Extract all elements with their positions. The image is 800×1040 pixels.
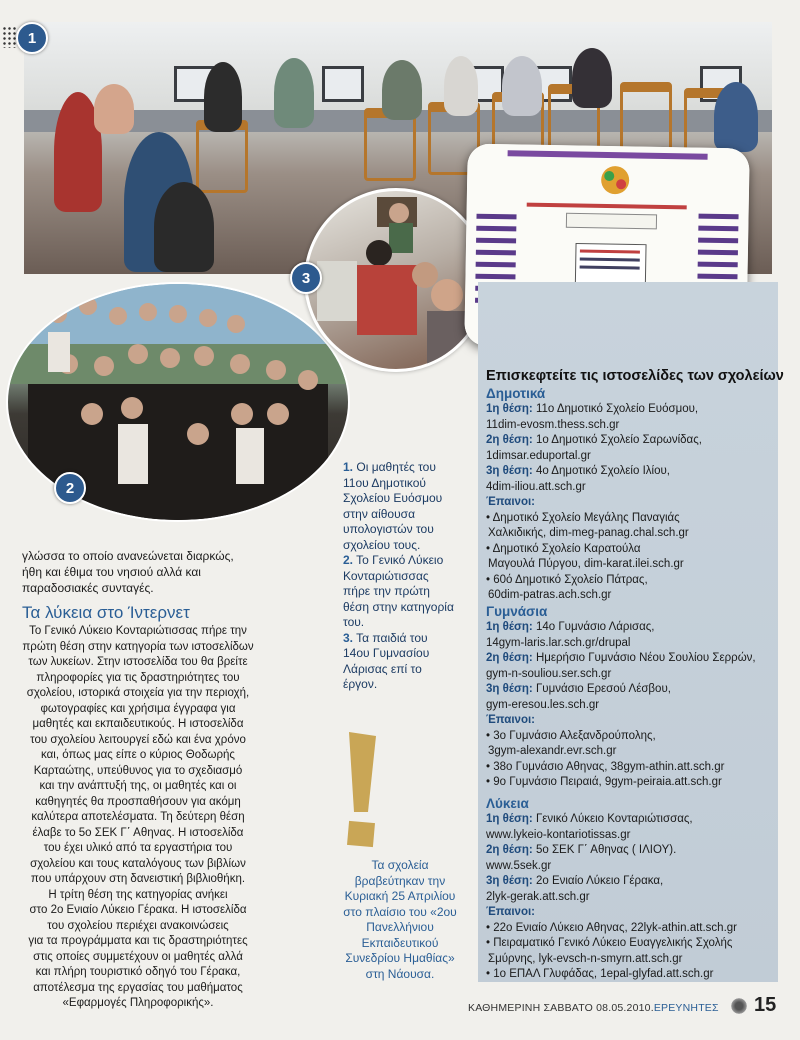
body-line: και πλήρη τουριστικό οδηγό του Γέρακα, — [35, 966, 241, 978]
caption-number: 2. — [343, 553, 354, 567]
school-url[interactable]: 4dim-iliou.att.sch.gr — [486, 480, 586, 493]
school-name: 2ο Ενιαίο Λύκειο Γέρακα, — [535, 875, 664, 887]
school-name: 4ο Δημοτικό Σχολείο Ιλίου, — [535, 465, 670, 477]
place-label: 3η θέση: — [486, 875, 533, 887]
body-line: στο 2ο Ενιαίο Λύκειο Γέρακα. Η ιστοσελίδα — [29, 904, 247, 916]
school-name: Ημερήσιο Γυμνάσιο Νέου Σουλίου Σερρών, — [535, 652, 756, 664]
category-heading-dimotika: Δημοτικά — [486, 386, 546, 401]
body-line: πληροφορίες για τις δραστηριότητες του — [36, 671, 240, 684]
honor-item: • Δημοτικό Σχολείο Καρατούλα — [486, 542, 641, 555]
school-name: 1ο Δημοτικό Σχολείο Σαρωνίδας, — [535, 434, 702, 446]
caption-3 — [343, 631, 455, 693]
place-2 — [486, 651, 776, 667]
body-line: φωτογραφίες και χρήσιμα έγγραφα για — [40, 702, 236, 715]
article-intro-continuation: γλώσσα το οποίο ανανεώνεται διαρκώς, ήθη και έθιμα του νησιού αλλά και παραδοσιακές συνταγές. — [22, 549, 234, 595]
body-line: και την ανάπτυξή της, οι μαθητές και οι — [39, 780, 237, 792]
school-name: 11ο Δημοτικό Σχολείο Ευόσμου, — [535, 403, 699, 415]
caption-1 — [343, 460, 455, 553]
school-name: 14ο Γυμνάσιο Λάρισας, — [535, 621, 655, 633]
body-line: σχολείου και τους καταλόγους των βιβλίων — [30, 857, 246, 870]
body-line: του σχολείου λειτουργεί εδώ και ένα χρόνο — [30, 733, 246, 746]
honor-item: • 60ό Δημοτικό Σχολείο Πάτρας, — [486, 573, 648, 586]
caption-number: 1. — [343, 460, 354, 474]
body-line: Το Γενικό Λύκειο Κονταριώτισσας πήρε την — [29, 625, 247, 637]
school-url[interactable]: 14gym-laris.lar.sch.gr/drupal — [486, 636, 631, 649]
honor-item-url[interactable]: Χαλκιδικής, dim-meg-panag.chal.sch.gr — [488, 527, 689, 539]
exclamation-mark-icon — [346, 732, 376, 850]
honor-item: • Δημοτικό Σχολείο Μεγάλης Παναγιάς — [486, 511, 680, 524]
honor-item-url[interactable]: Μαγουλά Πύργου, dim-karat.ilei.sch.gr — [488, 558, 684, 570]
honor-item[interactable]: • 9ο Γυμνάσιο Πειραιά, 9gym-peiraia.att.sch.gr — [486, 776, 722, 788]
school-url[interactable]: 11dim-evosm.thess.sch.gr — [486, 418, 620, 431]
school-name: 5ο ΣΕΚ Γ΄ Αθηνας ( ΙΛΙΟΥ). — [535, 844, 677, 856]
honor-item: • Πειραματικό Γενικό Λύκειο Ευαγγελικής Σχολής — [486, 937, 733, 949]
caption-number: 3. — [343, 630, 354, 645]
category-heading-gymnasia: Γυμνάσια — [486, 604, 548, 619]
honor-item-url[interactable]: 60dim-patras.ach.sch.gr — [488, 589, 612, 601]
school-url[interactable]: 2lyk-gerak.att.sch.gr — [486, 890, 590, 903]
school-url[interactable]: gym-n-souliou.ser.sch.gr — [486, 667, 612, 680]
epainoi-label: Έπαινοι: — [486, 906, 536, 918]
place-label: 1η θέση: — [486, 621, 533, 633]
place-label: 2η θέση: — [486, 844, 533, 856]
photo-badge-2: 2 — [54, 472, 86, 504]
honor-item[interactable]: • 38ο Γυμνάσιο Αθηνας, 38gym-athin.att.sch.gr — [486, 760, 725, 773]
place-2 — [486, 433, 776, 449]
place-1 — [486, 402, 776, 418]
body-line: του έχει υλικό από τα εργαστήρια του — [43, 842, 233, 854]
school-name: Γενικό Λύκειο Κονταριώτισσας, — [535, 813, 693, 825]
body-line: καθηγητές θα προσπαθήσουν για ακόμη — [35, 795, 241, 808]
body-line: στις οποίες συμμετέχουν οι μαθητές αλλά — [33, 950, 243, 963]
honor-item-url[interactable]: 3gym-alexandr.evr.sch.gr — [488, 745, 617, 757]
photo-captions — [343, 460, 455, 693]
place-label: 2η θέση: — [486, 652, 533, 664]
body-line: του σχολείου περιέχει ανακοινώσεις — [47, 919, 229, 932]
school-url[interactable]: www.lykeio-kontariotissas.gr — [486, 828, 631, 841]
body-line: Η τρίτη θέση της κατηγορίας ανήκει — [48, 888, 228, 901]
body-line: Καρταώτης, υπεύθυνος για το σχεδιασμό — [33, 764, 243, 777]
caption-text: Το Γενικό Λύκειο Κονταριώτισσας πήρε την πρώτη θέση στην κατηγορία του. — [343, 553, 454, 629]
epainoi-label: Έπαινοι: — [486, 714, 536, 726]
honor-item[interactable]: • 22ο Ενιαίο Λύκειο Αθηνας, 22lyk-athin.att.sch.gr — [486, 921, 737, 934]
page-footer — [468, 1002, 719, 1014]
school-name: Γυμνάσιο Ερεσού Λέσβου, — [535, 683, 671, 695]
place-label: 1η θέση: — [486, 403, 533, 415]
place-3 — [486, 464, 776, 480]
place-1 — [486, 812, 776, 828]
category-heading-lykeia: Λύκεια — [486, 796, 529, 811]
body-line: έλαβε το 5ο ΣΕΚ Γ΄ Αθηνας. Η ιστοσελίδα — [32, 826, 244, 839]
place-3 — [486, 874, 776, 890]
school-url[interactable]: gym-eresou.les.sch.gr — [486, 698, 600, 711]
body-line: «Εφαρμογές Πληροφορικής». — [62, 997, 214, 1009]
flower-logo-icon — [730, 997, 748, 1015]
honor-item[interactable]: • 1ο ΕΠΑΛ Γλυφάδας, 1epal-glyfad.att.sch.gr — [486, 968, 714, 980]
body-line: αποτέλεσμα της εργασίας του μαθήματος — [33, 981, 243, 994]
section-name: ΕΡΕΥΝΗΤΕΣ — [653, 1002, 719, 1014]
place-3 — [486, 682, 776, 698]
body-line: σχολείου, ιστορικά στοιχεία για την περιοχή, — [26, 687, 250, 699]
place-1 — [486, 620, 776, 636]
body-line: που υπάρχουν στη δανειστική βιβλιοθήκη. — [30, 873, 246, 885]
newspaper-name: ΚΑΘΗΜΕΡΙΝΗ ΣΑΒΒΑΤΟ — [468, 1002, 594, 1014]
body-line: και, όπως μας είπε ο κύριος Θοδωρής — [41, 749, 235, 761]
place-label: 2η θέση: — [486, 434, 533, 446]
caption-text: Τα παιδιά του 14ου Γυμνασίου Λάρισας επί το έργον. — [343, 630, 430, 691]
school-url[interactable]: www.5sek.gr — [486, 859, 552, 872]
place-label: 3η θέση: — [486, 465, 533, 477]
caption-2 — [343, 553, 455, 631]
school-url[interactable]: 1dimsar.eduportal.gr — [486, 449, 591, 462]
lykeia-list — [486, 812, 776, 983]
body-line: για τα προγράμματα και τις δραστηριότητες — [28, 935, 248, 947]
honor-item-url[interactable]: Σμύρνης, lyk-evsch-n-smyrn.att.sch.gr — [488, 952, 683, 965]
epainoi-label: Έπαινοι: — [486, 496, 536, 508]
honor-item: • 3ο Γυμνάσιο Αλεξανδρούπολης, — [486, 729, 656, 742]
article-body-lykeia — [22, 624, 254, 1012]
body-line: καλύτερα αποτελέσματα. Τη δεύτερη θέση — [31, 811, 245, 823]
photo-badge-3: 3 — [290, 262, 322, 294]
body-line: μαθητές και εκπαιδευτικούς. Η ιστοσελίδα — [32, 718, 244, 730]
issue-date: 08.05.2010. — [596, 1002, 654, 1014]
body-line: πρώτη θέση στην κατηγορία των ιστοσελίδων — [22, 640, 254, 653]
caption-text: Οι μαθητές του 11ου Δημοτικού Σχολείου Ευόσμου στην αίθουσα υπολογιστών του σχολείου τους. — [343, 460, 443, 552]
body-line: των λυκείων. Στην ιστοσελίδα του θα βρείτε — [28, 656, 248, 668]
place-label: 3η θέση: — [486, 683, 533, 695]
gymnasia-list — [486, 620, 776, 791]
section-heading-lykeia: Τα λύκεια στο Ίντερνετ — [22, 603, 190, 622]
panel-title: Επισκεφτείτε τις ιστοσελίδες των σχολείων — [486, 368, 784, 384]
award-sidenote: Τα σχολεία βραβεύτηκαν την Κυριακή 25 Απριλίου στο πλαίσιο του «2ου Πανελλήνιου Εκπαιδευτικού Συνεδρίου Ημαθίας» στη Νάουσα. — [343, 858, 457, 981]
dimotika-list — [486, 402, 776, 604]
place-label: 1η θέση: — [486, 813, 533, 825]
photo-badge-1: 1 — [16, 22, 48, 54]
page-number: 15 — [754, 994, 777, 1016]
photo-kids-at-computer — [304, 188, 488, 372]
kids-illustration — [307, 191, 485, 369]
place-2 — [486, 843, 776, 859]
